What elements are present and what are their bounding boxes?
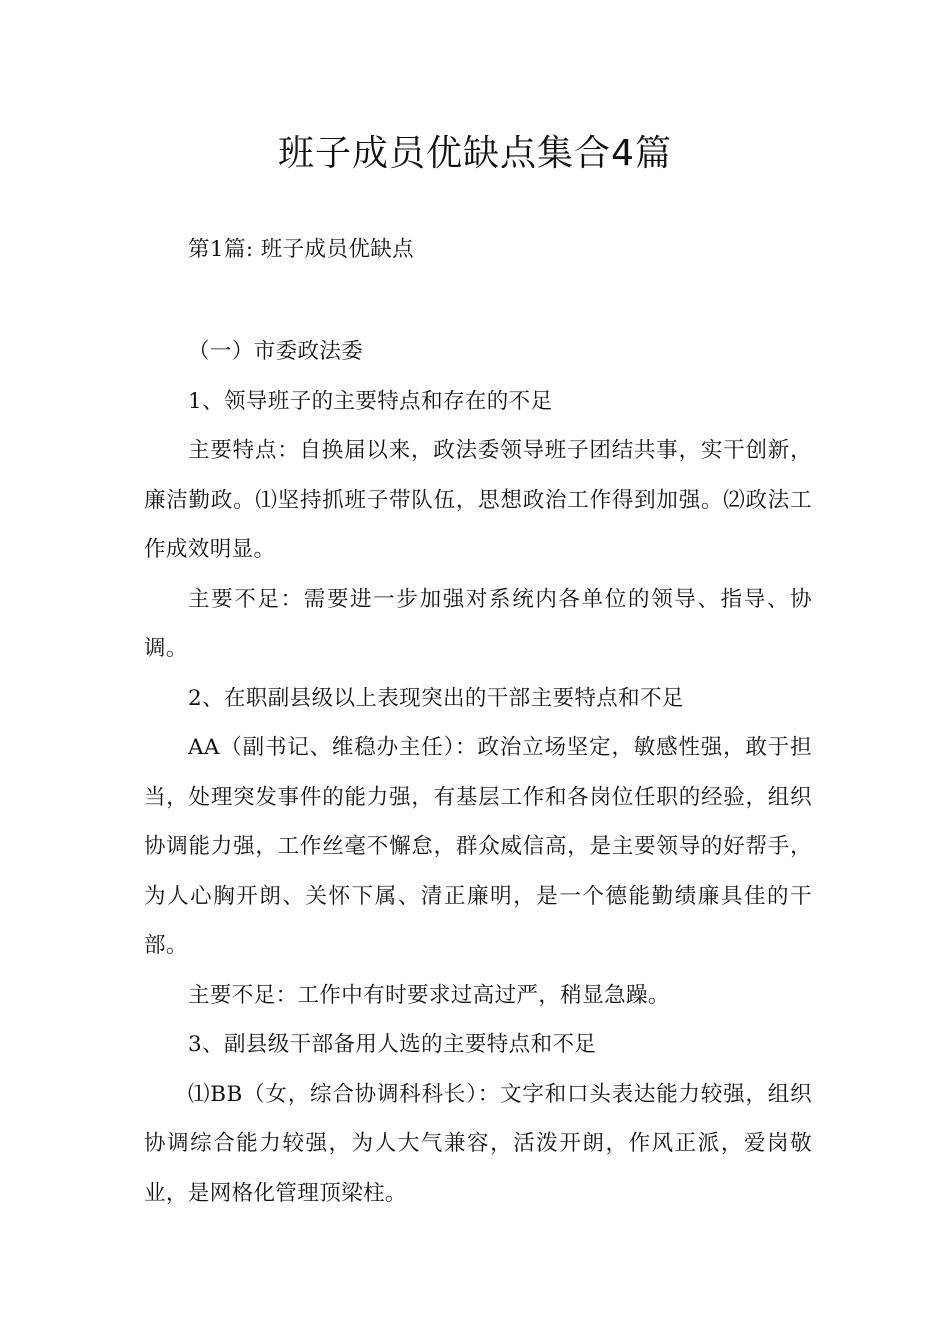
paragraph-features: 主要特点：自换届以来，政法委领导班子团结共事，实干创新，廉洁勤政。⑴坚持抓班子带队伍，思想政治工作得到加强。⑵政法工作成效明显。 <box>144 438 812 562</box>
paragraph-item-heading: 2、在职副县级以上表现突出的干部主要特点和不足 <box>188 685 684 711</box>
document-body <box>144 327 812 1218</box>
paragraph-item-heading: 1、领导班子的主要特点和存在的不足 <box>188 388 553 414</box>
paragraph-cadre-aa: AA（副书记、维稳办主任）：政治立场坚定，敏感性强，敢于担当，处理突发事件的能力强，有基层工作和各岗位任职的经验，组织协调能力强，工作丝毫不懈怠，群众威信高，是主要领导的好帮手，为人心胸开朗、关怀下属、清正廉明，是一个德能勤绩廉具佳的干部。 <box>144 735 812 958</box>
paragraph-shortcomings: 主要不足：工作中有时要求过高过严，稍显急躁。 <box>188 982 670 1008</box>
paragraph-cadre-bb: ⑴BB（女，综合协调科科长）：文字和口头表达能力较强，组织协调综合能力较强，为人大气兼容，活泼开朗，作风正派，爱岗敬业，是网格化管理顶梁柱。 <box>144 1081 812 1206</box>
document-title: 班子成员优缺点集合4篇 <box>278 133 672 174</box>
paragraph-item-heading: 3、副县级干部备用人选的主要特点和不足 <box>188 1032 597 1057</box>
paragraph-subheading: （一）市委政法委 <box>188 339 364 364</box>
paragraph-shortcomings: 主要不足：需要进一步加强对系统内各单位的领导、指导、协调。 <box>144 586 812 661</box>
section-heading: 第1篇: 班子成员优缺点 <box>188 237 415 262</box>
